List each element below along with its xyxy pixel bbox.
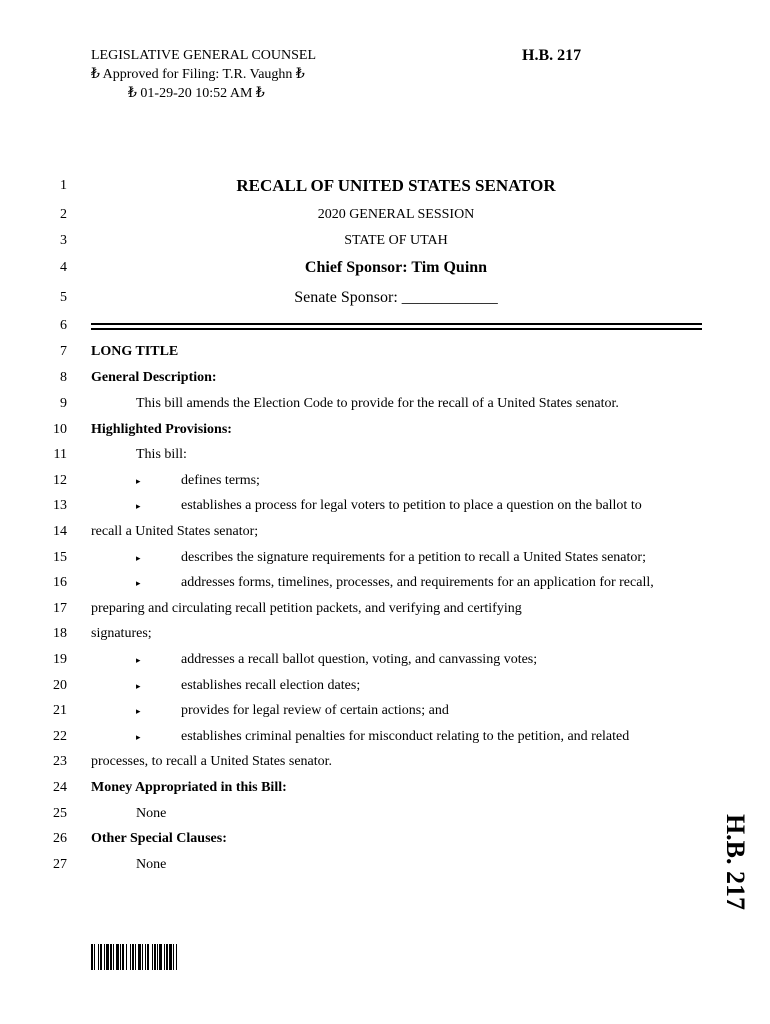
bullet-icon: ▸ — [136, 655, 141, 665]
provision-text: establishes a process for legal voters to petition to place a question on the ballot to — [181, 498, 642, 513]
line-number: 1 — [60, 178, 67, 193]
special-clauses-value: None — [136, 857, 167, 872]
bullet-icon: ▸ — [136, 578, 141, 588]
provision-text: processes, to recall a United States senator. — [91, 754, 333, 769]
general-description-text: This bill amends the Election Code to provide for the recall of a United States senator. — [136, 396, 619, 411]
chief-sponsor: Chief Sponsor: Tim Quinn — [304, 259, 488, 276]
line-number: 5 — [60, 290, 67, 305]
long-title-heading: LONG TITLE — [91, 344, 179, 359]
side-bill-label: H.B. 217 — [721, 813, 750, 911]
general-description-heading: General Description: — [91, 370, 217, 385]
money-appropriated-value: None — [136, 806, 167, 821]
line-number: 23 — [53, 754, 67, 769]
line-number: 17 — [53, 601, 67, 616]
provision-text: addresses a recall ballot question, voting, and canvassing votes; — [181, 652, 538, 667]
bill-title: RECALL OF UNITED STATES SENATOR — [236, 176, 556, 195]
line-number: 3 — [60, 233, 67, 248]
line-number: 8 — [60, 370, 67, 385]
bullet-icon: ▸ — [136, 681, 141, 691]
line-number: 26 — [53, 831, 67, 846]
bullet-icon: ▸ — [136, 732, 141, 742]
highlighted-provisions-heading: Highlighted Provisions: — [91, 422, 232, 437]
provision-text: addresses forms, timelines, processes, and requirements for an application for recall, — [181, 575, 654, 590]
session-label: 2020 GENERAL SESSION — [317, 207, 475, 222]
line-number: 13 — [53, 498, 67, 513]
provision-text: signatures; — [91, 626, 152, 641]
provision-text: preparing and circulating recall petition packets, and verifying and certifying — [91, 601, 522, 616]
double-rule-bottom — [91, 328, 702, 330]
barcode-icon — [91, 944, 231, 970]
line-number: 20 — [53, 678, 67, 693]
line-number: 19 — [53, 652, 67, 667]
line-number: 15 — [53, 550, 67, 565]
line-number: 16 — [53, 575, 67, 590]
line-number: 25 — [53, 806, 67, 821]
money-appropriated-heading: Money Appropriated in this Bill: — [91, 780, 287, 795]
provision-text: establishes criminal penalties for misconduct relating to the petition, and related — [181, 729, 630, 744]
line-number: 12 — [53, 473, 67, 488]
provision-text: recall a United States senator; — [91, 524, 259, 539]
line-number: 22 — [53, 729, 67, 744]
counsel-label: LEGISLATIVE GENERAL COUNSEL — [91, 48, 317, 63]
provision-text: describes the signature requirements for a petition to recall a United States senator; — [181, 550, 646, 565]
state-label: STATE OF UTAH — [344, 233, 448, 248]
provision-text: defines terms; — [181, 473, 260, 488]
line-number: 27 — [53, 857, 67, 872]
bullet-icon: ▸ — [136, 706, 141, 716]
provision-text: provides for legal review of certain actions; and — [181, 703, 449, 718]
approval-line: ₺ Approved for Filing: T.R. Vaughn ₺ — [91, 67, 305, 82]
bullet-icon: ▸ — [136, 501, 141, 511]
line-number: 7 — [60, 344, 67, 359]
this-bill-label: This bill: — [136, 447, 187, 462]
line-number: 10 — [53, 422, 67, 437]
bill-number: H.B. 217 — [522, 47, 582, 64]
line-number: 21 — [53, 703, 67, 718]
double-rule-top — [91, 323, 702, 325]
line-number: 6 — [60, 318, 67, 333]
bullet-icon: ▸ — [136, 476, 141, 486]
special-clauses-heading: Other Special Clauses: — [91, 831, 227, 846]
approval-timestamp: ₺ 01-29-20 10:52 AM ₺ — [128, 86, 265, 101]
line-number: 18 — [53, 626, 67, 641]
bullet-icon: ▸ — [136, 553, 141, 563]
senate-sponsor: Senate Sponsor: ____________ — [294, 289, 498, 306]
line-number: 11 — [53, 447, 67, 462]
line-number: 9 — [60, 396, 67, 411]
line-number: 14 — [53, 524, 67, 539]
line-number: 2 — [60, 207, 67, 222]
provision-text: establishes recall election dates; — [181, 678, 361, 693]
line-number: 24 — [53, 780, 67, 795]
line-number: 4 — [60, 260, 67, 275]
